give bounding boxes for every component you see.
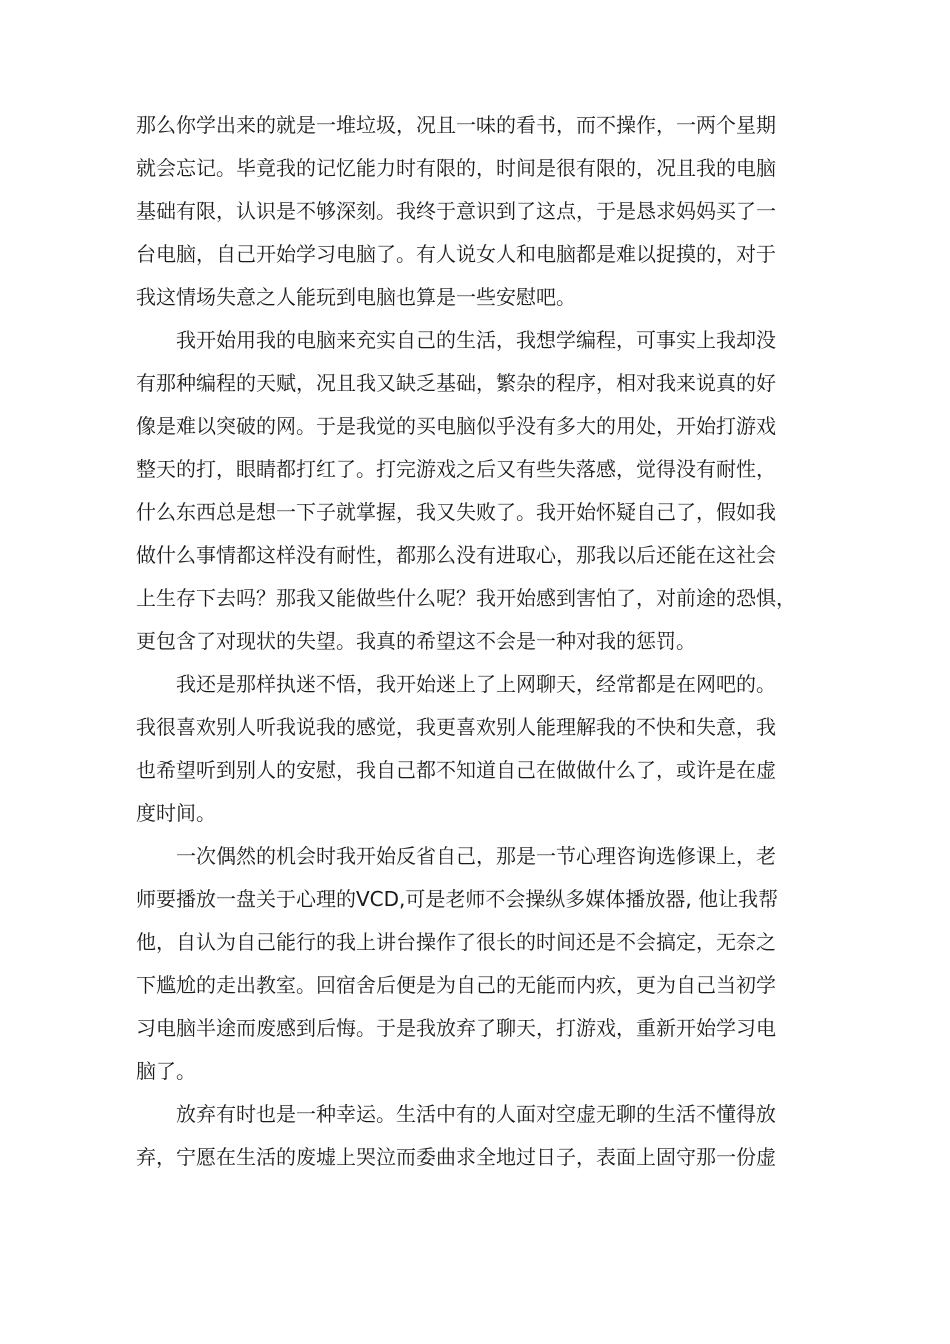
paragraph-4: 一次偶然的机会时我开始反省自己，那是一节心理咨询选修课上，老 师要播放一盘关于心理的VCD,可是老师不会操纵多媒体播放器, 他让我帮 他，自认为自己能行的我上讲台操作了很长的时间还是不会搞定，无奈之 下尴尬的走出教室。回宿舍后便是为自己的无能而内疚，更为自己当初学 习电脑半途而废感到后悔。于是我放弃了聊天，打游戏，重新开始学习电 脑了。 [136, 844, 779, 1083]
document-body [136, 104, 826, 1179]
paragraph-1: 那么你学出来的就是一堆垃圾，况且一味的看书，而不操作，一两个星期 就会忘记。毕竟我的记忆能力时有限的，时间是很有限的，况且我的电脑 基础有限，认识是不够深刻。我终于意识到了这点，于是恳求妈妈买了一 台电脑，自己开始学习电脑了。有人说女人和电脑都是难以捉摸的，对于 我这情场失意之人能玩到电脑也算是一些安慰吧。 [136, 113, 776, 309]
paragraph-2: 我开始用我的电脑来充实自己的生活，我想学编程，可事实上我却没 有那种编程的天赋，况且我又缺乏基础，繁杂的程序，相对我来说真的好 像是难以突破的网。于是我觉的买电脑似乎没有多大的用处，开始打游戏 整天的打，眼睛都打红了。打完游戏之后又有些失落感，觉得没有耐性， 什么东西总是想一下子就掌握，我又失败了。我开始怀疑自己了，假如我 做什么事情都这样没有耐性，都那么没有进取心，那我以后还能在这社会 上生存下去吗？那我又能做些什么呢？我开始感到害怕了，对前途的恐惧， 更包含了对现状的失望。我真的希望这不会是一种对我的惩罚。 [136, 328, 796, 653]
paragraph-3: 我还是那样执迷不悟，我开始迷上了上网聊天，经常都是在网吧的。 我很喜欢别人听我说我的感觉，我更喜欢别人能理解我的不快和失意，我 也希望听到别人的安慰，我自己都不知道自己在做做什么了，或许是在虚 度时间。 [136, 672, 776, 825]
paragraph-5: 放弃有时也是一种幸运。生活中有的人面对空虚无聊的生活不懂得放 弃，宁愿在生活的废墟上哭泣而委曲求全地过日子，表面上固守那一份虚 [136, 1102, 776, 1169]
